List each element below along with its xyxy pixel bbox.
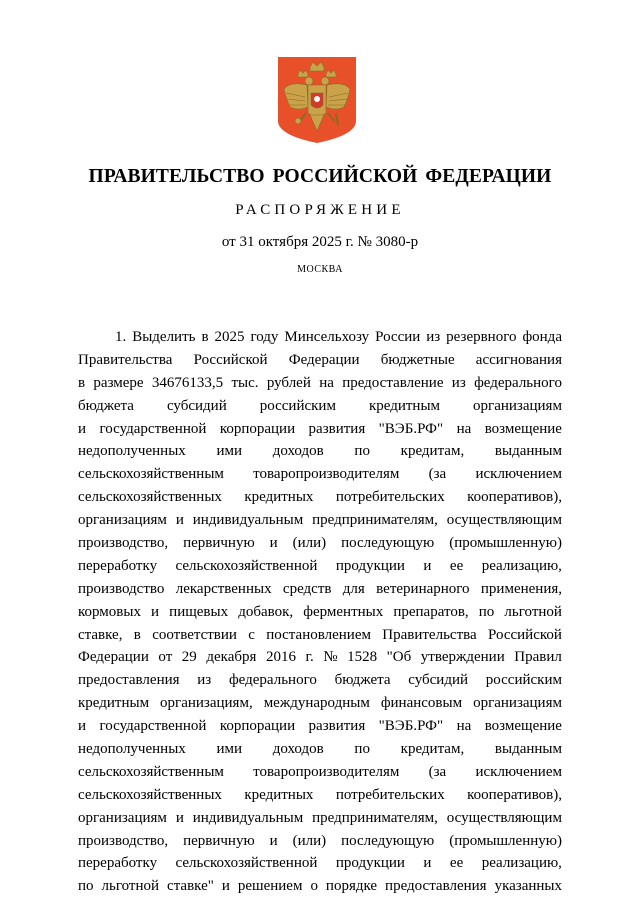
date-and-number: от 31 октября 2025 г. № 3080-р [221, 234, 419, 250]
body-line: предоставления из федерального бюджета субсидий российским [78, 672, 562, 689]
coat-of-arms-icon [276, 55, 358, 145]
body-line: Правительства Российской Федерации бюджетные ассигнования [78, 351, 562, 368]
body-line: производство лекарственных средств для ветеринарного применения, [78, 580, 562, 597]
body-line: и государственной корпорации развития "ВЭБ.РФ" на возмещение [78, 718, 562, 735]
body-line: сельскохозяйственных кредитных потребительских кооперативов), [78, 786, 562, 803]
body-line: Федерации от 29 декабря 2016 г. № 1528 "Об утверждении Правил [78, 649, 562, 666]
document-type: РАСПОРЯЖЕНИЕ [235, 202, 405, 218]
organization-title: ПРАВИТЕЛЬСТВО РОССИЙСКОЙ ФЕДЕРАЦИИ [88, 166, 552, 187]
body-line: сельскохозяйственным товаропроизводителям (за исключением [78, 466, 562, 483]
body-line: кормовых и пищевых добавок, ферментных препаратов, по льготной [78, 603, 562, 620]
body-line: переработку сельскохозяйственной продукции и ее реализацию, [78, 855, 562, 872]
body-line: сельскохозяйственным товаропроизводителям (за исключением [78, 763, 562, 780]
body-line: по льготной ставке" и решением о порядке предоставления указанных [78, 878, 562, 895]
body-line: организациям и индивидуальным предпринимателям, осуществляющим [78, 512, 562, 529]
body-line: производство, первичную и (или) последующую (промышленную) [78, 832, 562, 849]
body-line: и государственной корпорации развития "ВЭБ.РФ" на возмещение [78, 420, 562, 437]
body-line: в размере 34676133,5 тыс. рублей на предоставление из федерального [78, 374, 562, 391]
body-line: сельскохозяйственных кредитных потребительских кооперативов), [78, 489, 562, 506]
body-line: недополученных ими доходов по кредитам, выданным [78, 443, 562, 460]
body-line: кредитным организациям, международным финансовым организациям [78, 695, 562, 712]
body-line: недополученных ими доходов по кредитам, выданным [78, 741, 562, 758]
body-line: переработку сельскохозяйственной продукции и ее реализацию, [78, 557, 562, 574]
body-line: организациям и индивидуальным предпринимателям, осуществляющим [78, 809, 562, 826]
document-body [78, 326, 562, 898]
body-line: 1. Выделить в 2025 году Минсельхозу России из резервного фонда [115, 329, 562, 345]
body-line: ставке, в соответствии с постановлением Правительства Российской [78, 626, 562, 643]
body-line: бюджета субсидий российским кредитным организациям [78, 397, 562, 414]
body-line: производство, первичную и (или) последующую (промышленную) [78, 535, 562, 552]
city: МОСКВА [297, 264, 343, 275]
